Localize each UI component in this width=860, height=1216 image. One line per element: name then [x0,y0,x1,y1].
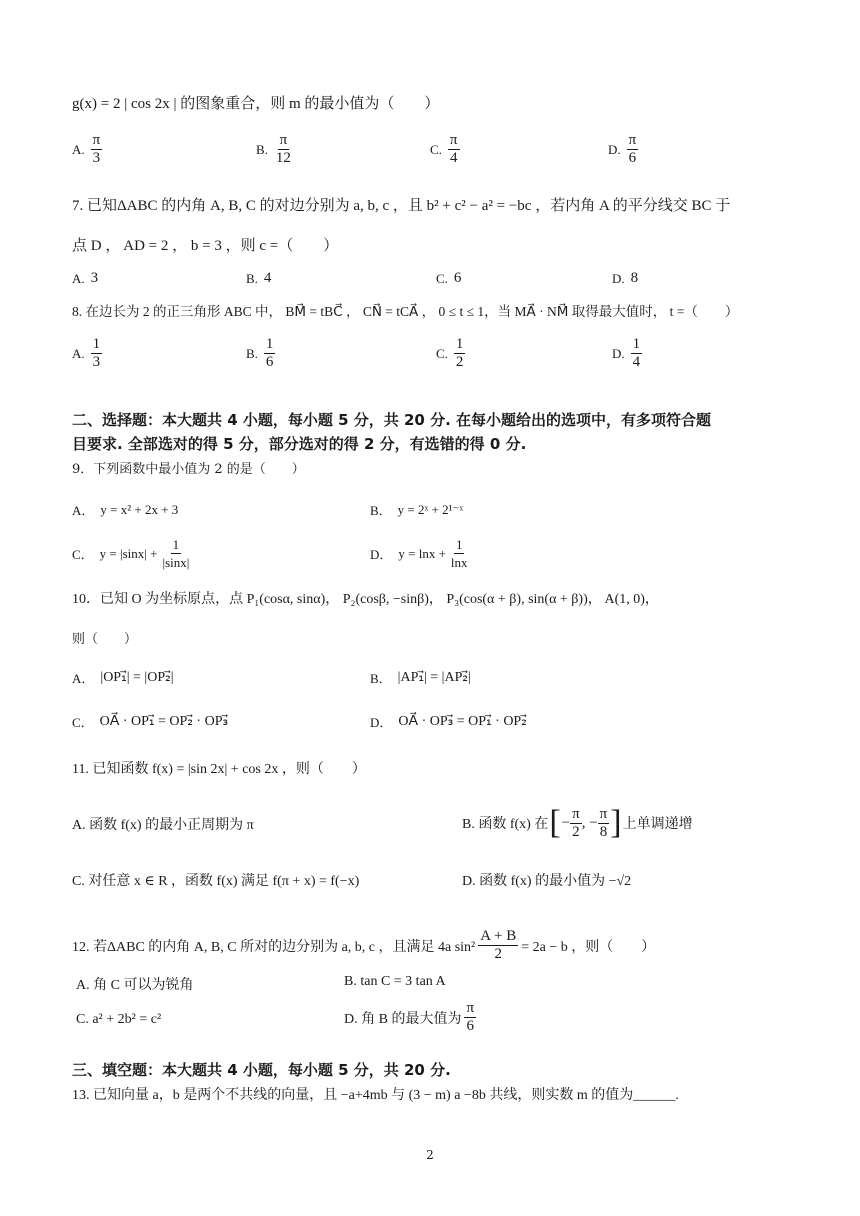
option-label: C. [436,345,448,361]
minus-sign: − [561,814,571,831]
q10-option-a[interactable] [72,668,174,687]
option-label: D. [612,270,625,286]
q12-option-c[interactable] [76,1012,161,1028]
q8-option-a[interactable] [72,336,102,371]
q9-stem: 9．下列函数中最小值为 2 的是（ ） [72,462,305,477]
q8-line-1: 8. 在边长为 2 的正三角形 ABC 中， BM⃗ = tBC⃗ ， CN⃗ = tCA⃗ ， 0 ≤ t ≤ 1，当 MA⃗ · NM⃗ 取得最大值时， t =（ ） [72,304,739,319]
q8-option-b[interactable] [246,336,275,371]
option-label: A. [72,141,85,157]
section-3-heading: 三、填空题：本大题共 4 小题，每小题 5 分，共 20 分. [72,1061,451,1079]
option-label: A． [72,671,95,686]
q7-option-a[interactable] [72,270,98,287]
comma: , − [581,814,598,831]
q6-option-c[interactable] [430,132,460,167]
q8-option-d[interactable] [612,336,642,371]
q7-option-d[interactable] [612,270,638,287]
option-value: 6 [453,270,462,286]
option-label: C． [72,715,94,730]
q13-stem: 13. 已知向量 a，b 是两个不共线的向量，且 −a+4mb 与 (3 − m) a −8b 共线，则实数 m 的值为______. [72,1088,679,1103]
option-value: |AP₁⃗| = |AP₂⃗| [397,670,471,685]
q11-option-a[interactable] [72,814,254,834]
option-text: D. 函数 f(x) 的最小值为 −√2 [462,874,632,889]
q11-option-d[interactable] [462,870,631,890]
option-label: D. [608,141,621,157]
option-label: B. [246,345,258,361]
option-value: 4 [263,270,272,286]
page-number: 2 [426,1148,434,1162]
fraction: $\frac{\pi}{3}$ [92,132,101,166]
option-text: C. 对任意 x ∈ R ，函数 f(x) 满足 f(π + x) = f(−x) [72,874,360,889]
q10-line-1: 10．已知 O 为坐标原点，点 P₁(cosα, sinα)， P₂(cosβ, −sinβ)， P₃(cos(α + β), sin(α + β))， A(1, 0)， [72,592,659,607]
option-value: OA⃗ · OP₃⃗ = OP₁⃗ · OP₂⃗ [398,714,527,729]
stem-text: 12. 若ΔABC 的内角 A, B, C 所对的边分别为 a, b, c ，且满足 4a sin² [72,939,476,955]
q10-option-c[interactable] [72,712,228,731]
option-label: D． [370,547,393,562]
fraction: $\frac{1}{3}$ [92,336,101,370]
q7-line-1: 7. 已知ΔABC 的内角 A, B, C 的对边分别为 a, b, c ，且 b² + c² − a² = −bc ，若内角 A 的平分线交 BC 于 [72,198,731,214]
option-label: A． [72,503,95,518]
q7-option-c[interactable] [436,270,461,287]
fraction: $\frac{A + B}{2}$ [480,928,517,962]
option-value: 3 [90,270,99,286]
option-label: B． [370,671,392,686]
fraction: $\frac{\pi}{6}$ [466,1000,475,1034]
section-2-heading-line-1: 二、选择题：本大题共 4 小题，每小题 5 分，共 20 分. 在每小题给出的选项中，有多项符合题 [72,411,712,429]
q9-option-a[interactable] [72,500,178,519]
option-label: B． [370,503,392,518]
fraction: $\frac{\pi}{8}$ [599,805,608,840]
left-bracket: [ [549,804,561,841]
option-text: 上单调递增 [622,817,693,832]
q6-stem: g(x) = 2 | cos 2x | 的图象重合，则 m 的最小值为（ ） [72,96,440,112]
option-value: OA⃗ · OP₁⃗ = OP₂⃗ · OP₃⃗ [99,714,229,729]
q12-option-b[interactable] [344,974,446,990]
q11-option-b[interactable] [462,804,693,842]
q7-line-2: 点 D ， AD = 2 ， b = 3 ，则 c =（ ） [72,238,339,254]
q6-option-a[interactable] [72,132,102,167]
fraction: $\frac{1}{|\sin x|}$ [162,537,190,570]
fraction: $\frac{1}{6}$ [265,336,274,370]
option-value: y = 2ˣ + 2¹⁻ˣ [397,501,464,517]
q10-option-b[interactable] [370,668,471,687]
option-value: y = x² + 2x + 3 [100,501,179,517]
q7-option-b[interactable] [246,270,271,287]
option-value: |OP₁⃗| = |OP₂⃗| [100,670,174,685]
q11-stem: 11. 已知函数 f(x) = |sin 2x| + cos 2x ，则（ ） [72,762,366,777]
q8-option-c[interactable] [436,336,465,371]
right-bracket: ] [610,804,622,841]
option-label: C. [436,270,448,286]
q6-option-d[interactable] [608,132,638,167]
option-value: y = |sinx| + [99,545,158,561]
fraction: $\frac{1}{4}$ [632,336,641,370]
option-label: B. [256,141,268,157]
q12-option-a[interactable] [76,974,193,994]
q9-option-d[interactable] [370,536,470,571]
q10-option-d[interactable] [370,712,527,731]
option-label: C． [72,547,94,562]
fraction: $\frac{\pi}{12}$ [275,132,291,166]
option-label: D. [612,345,625,361]
fraction: $\frac{1}{2}$ [455,336,464,370]
option-label: A. [72,345,85,361]
fraction: $\frac{1}{\ln x}$ [450,537,468,570]
stem-text: = 2a − b ，则（ ） [521,939,656,955]
option-label: D． [370,715,393,730]
option-text: B. tan C = 3 tan A [344,974,446,989]
option-text: A. 角 C 可以为锐角 [76,978,194,993]
option-label: A. [72,270,85,286]
fraction: $\frac{\pi}{4}$ [449,132,458,166]
option-value: y = lnx + [398,545,446,561]
q6-option-b[interactable] [256,132,293,167]
option-label: C. [430,141,442,157]
option-text: D. 角 B 的最大值为 [344,1011,462,1027]
option-text: B. 函数 f(x) 在 [462,817,549,832]
option-text: C. a² + 2b² = c² [76,1012,162,1027]
fraction: $\frac{\pi}{6}$ [628,132,637,166]
section-2-heading-line-2: 目要求. 全部选对的得 5 分，部分选对的得 2 分，有选错的得 0 分. [72,435,527,453]
q12-stem [72,928,655,963]
q11-option-c[interactable] [72,870,359,890]
q9-option-b[interactable] [370,500,463,519]
option-value: 8 [630,270,639,286]
fraction: $\frac{\pi}{2}$ [572,805,580,840]
q12-option-d[interactable] [344,1000,476,1035]
q9-option-c[interactable] [72,536,191,571]
option-text: A. 函数 f(x) 的最小正周期为 π [72,818,254,833]
option-label: B. [246,270,258,286]
q10-line-2: 则（ ） [72,632,138,647]
